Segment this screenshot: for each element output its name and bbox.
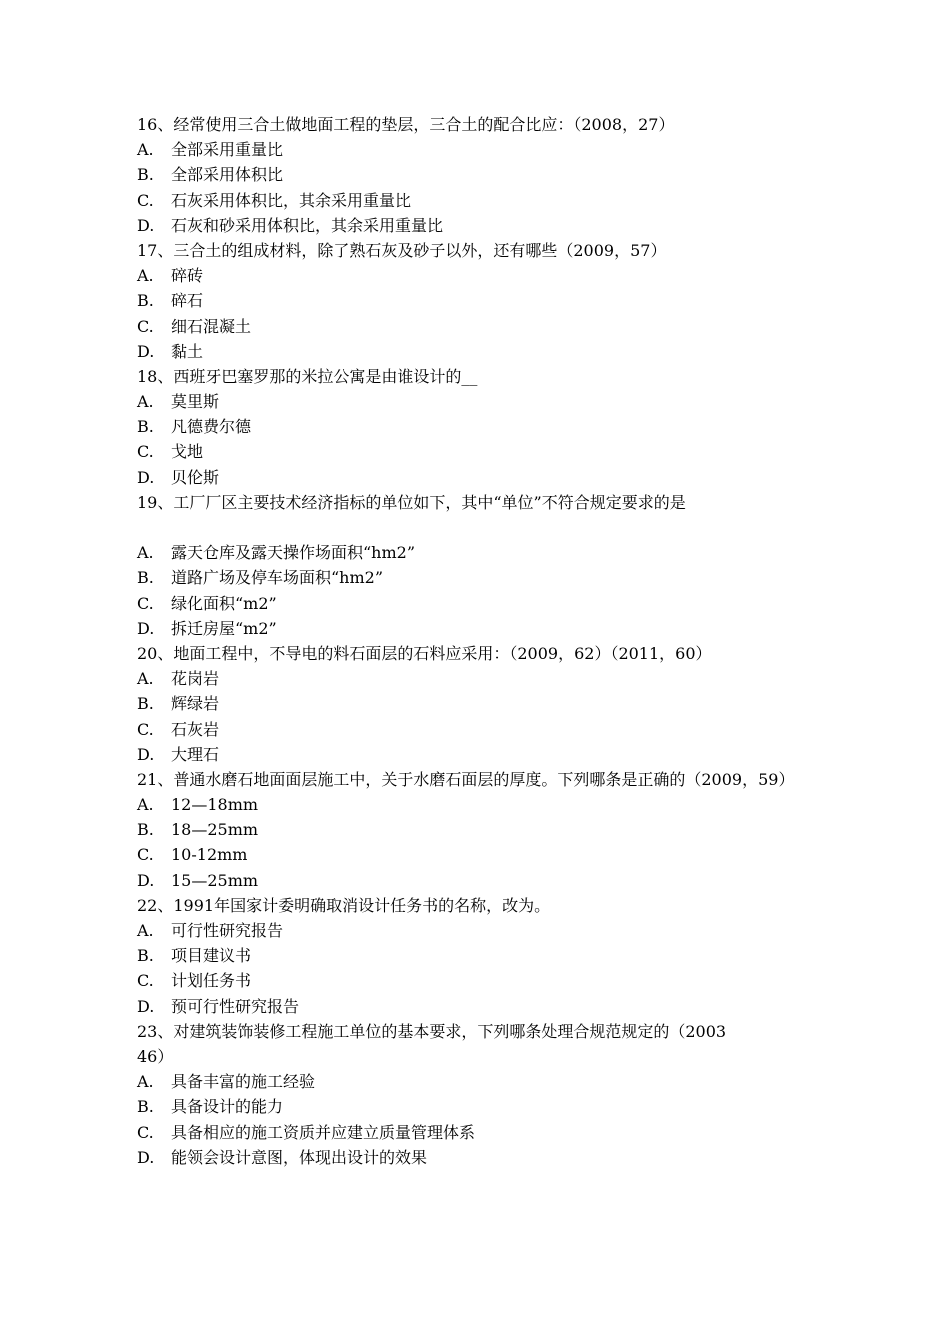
option-letter: B. — [137, 946, 154, 966]
option-17-c — [137, 314, 827, 339]
option-letter: C. — [137, 1122, 154, 1142]
option-23-b — [137, 1094, 827, 1119]
option-text: 10-12mm — [171, 845, 248, 865]
option-letter: C. — [137, 845, 154, 865]
option-19-a — [137, 540, 827, 565]
question-23-text: 23、对建筑装饰装修工程施工单位的基本要求，下列哪条处理合规范规定的（2003 — [137, 1021, 727, 1041]
option-text: 贝伦斯 — [171, 467, 220, 487]
question-21-text: 21、普通水磨石地面面层施工中，关于水磨石面层的厚度。下列哪条是正确的（2009，59） — [137, 769, 795, 789]
blank-line — [137, 515, 827, 540]
option-text: 绿化面积“m2” — [171, 593, 277, 613]
option-21-a — [137, 792, 827, 817]
option-19-b — [137, 565, 827, 590]
option-text: 能领会设计意图，体现出设计的效果 — [171, 1147, 428, 1167]
option-text: 碎石 — [171, 291, 204, 311]
option-21-c — [137, 842, 827, 867]
option-text: 18—25mm — [171, 820, 259, 840]
option-letter: A. — [137, 795, 154, 815]
option-text: 细石混凝土 — [171, 316, 252, 336]
option-letter: A. — [137, 392, 154, 412]
option-22-b — [137, 943, 827, 968]
option-22-c — [137, 968, 827, 993]
option-text: 戈地 — [171, 442, 204, 462]
option-20-c — [137, 717, 827, 742]
question-22-text: 22、1991年国家计委明确取消设计任务书的名称，改为。 — [137, 895, 551, 915]
option-text: 可行性研究报告 — [171, 921, 284, 941]
option-letter: A. — [137, 266, 154, 286]
option-text: 石灰和砂采用体积比，其余采用重量比 — [171, 215, 444, 235]
option-letter: D. — [137, 618, 155, 638]
question-16-text: 16、经常使用三合土做地面工程的垫层，三合土的配合比应：（2008，27） — [137, 115, 675, 134]
option-text: 计划任务书 — [171, 971, 252, 991]
option-text: 凡德费尔德 — [171, 417, 252, 437]
option-letter: A. — [137, 543, 154, 563]
option-letter: B. — [137, 568, 154, 588]
question-17-text: 17、三合土的组成材料，除了熟石灰及砂子以外，还有哪些（2009，57） — [137, 240, 667, 260]
option-text: 15—25mm — [171, 870, 259, 890]
option-21-b — [137, 817, 827, 842]
option-letter: D. — [137, 467, 155, 487]
option-text: 莫里斯 — [171, 392, 220, 412]
option-16-b — [137, 162, 827, 187]
option-letter: B. — [137, 694, 154, 714]
option-letter: D. — [137, 870, 155, 890]
option-18-a — [137, 389, 827, 414]
option-text: 黏土 — [171, 341, 204, 361]
question-list — [137, 112, 827, 1170]
option-letter: C. — [137, 190, 154, 210]
option-text: 具备设计的能力 — [171, 1097, 284, 1117]
option-letter: C. — [137, 593, 154, 613]
option-22-d — [137, 994, 827, 1019]
option-17-a — [137, 263, 827, 288]
option-20-d — [137, 742, 827, 767]
option-20-b — [137, 691, 827, 716]
question-23-text-continued: 46） — [137, 1046, 174, 1066]
option-19-c — [137, 591, 827, 616]
option-17-b — [137, 288, 827, 313]
option-22-a — [137, 918, 827, 943]
option-text: 道路广场及停车场面积“hm2” — [171, 568, 384, 588]
option-text: 辉绿岩 — [171, 694, 220, 714]
option-text: 项目建议书 — [171, 946, 252, 966]
option-16-c — [137, 188, 827, 213]
option-text: 全部采用体积比 — [171, 165, 284, 185]
option-letter: D. — [137, 1147, 155, 1167]
option-text: 花岗岩 — [171, 669, 220, 689]
option-text: 全部采用重量比 — [171, 140, 284, 160]
option-23-a — [137, 1069, 827, 1094]
question-20-text: 20、地面工程中，不导电的料石面层的石料应采用：（2009，62）（2011，60） — [137, 643, 712, 663]
question-18-text: 18、西班牙巴塞罗那的米拉公寓是由谁设计的__ — [137, 366, 478, 386]
option-letter: D. — [137, 744, 155, 764]
option-18-d — [137, 465, 827, 490]
option-letter: B. — [137, 291, 154, 311]
option-20-a — [137, 666, 827, 691]
option-23-d — [137, 1145, 827, 1170]
option-letter: C. — [137, 442, 154, 462]
option-text: 露天仓库及露天操作场面积“hm2” — [171, 543, 416, 563]
option-letter: A. — [137, 1072, 154, 1092]
option-letter: D. — [137, 215, 155, 235]
option-letter: B. — [137, 820, 154, 840]
option-letter: B. — [137, 417, 154, 437]
option-text: 12—18mm — [171, 795, 259, 815]
option-text: 石灰岩 — [171, 719, 220, 739]
option-letter: A. — [137, 140, 154, 160]
option-18-b — [137, 414, 827, 439]
question-19-text: 19、工厂厂区主要技术经济指标的单位如下，其中“单位”不符合规定要求的是 — [137, 492, 686, 512]
option-23-c — [137, 1120, 827, 1145]
option-18-c — [137, 439, 827, 464]
option-17-d — [137, 339, 827, 364]
option-text: 碎砖 — [171, 266, 204, 286]
option-letter: A. — [137, 669, 154, 689]
option-letter: D. — [137, 341, 155, 361]
option-letter: C. — [137, 971, 154, 991]
option-19-d — [137, 616, 827, 641]
option-letter: C. — [137, 719, 154, 739]
option-letter: B. — [137, 1097, 154, 1117]
option-16-a — [137, 137, 827, 162]
option-text: 石灰采用体积比，其余采用重量比 — [171, 190, 412, 210]
option-letter: D. — [137, 996, 155, 1016]
option-letter: B. — [137, 165, 154, 185]
option-text: 拆迁房屋“m2” — [171, 618, 277, 638]
option-text: 具备相应的施工资质并应建立质量管理体系 — [171, 1122, 476, 1142]
option-16-d — [137, 213, 827, 238]
option-text: 大理石 — [171, 744, 220, 764]
option-letter: A. — [137, 921, 154, 941]
option-text: 预可行性研究报告 — [171, 996, 300, 1016]
option-text: 具备丰富的施工经验 — [171, 1072, 316, 1092]
option-letter: C. — [137, 316, 154, 336]
option-21-d — [137, 868, 827, 893]
